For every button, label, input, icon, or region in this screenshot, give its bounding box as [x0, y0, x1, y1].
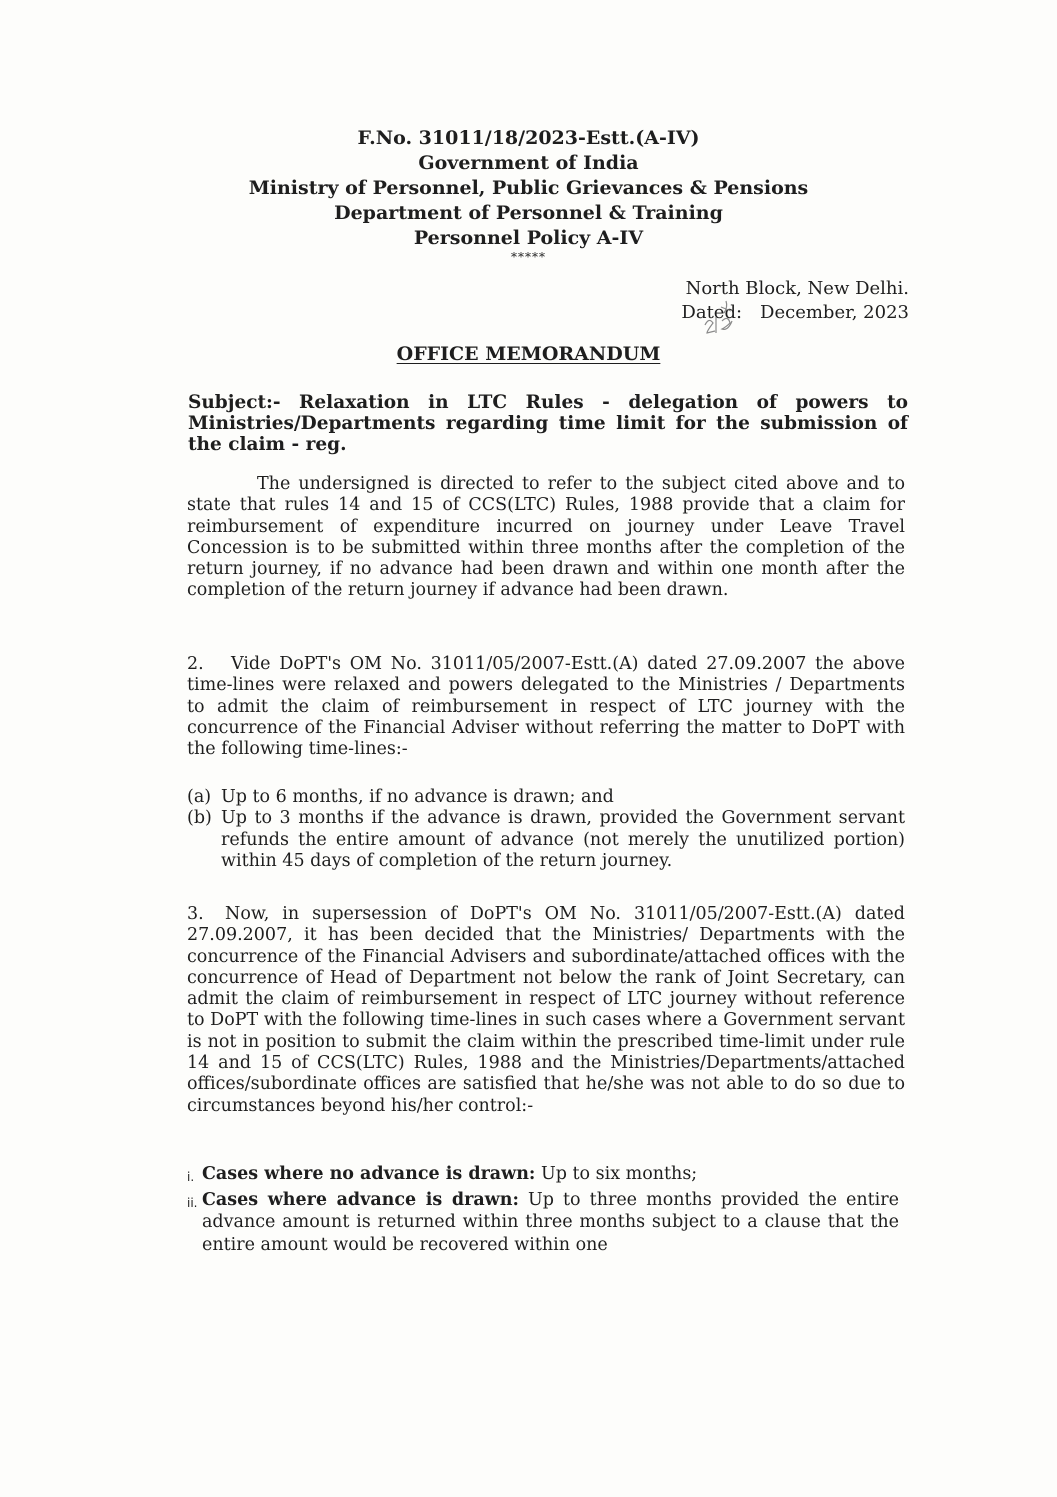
department-line: Department of Personnel & Training [334, 202, 723, 224]
paragraph-text: Now, in supersession of DoPT's OM No. 31011/05/2007-Estt.(A) dated 27.09.2007, it has been decided that the Ministries/ Departments with the concurrence of the Financial Advisers and subordinate/attached offices with the concurrence of Head of Department not below the rank of Joint Secretary, can admit the claim of reimbursement in respect of LTC journey without reference to DoPT with the following time-lines in such cases where a Government servant is not in position to submit the claim within the prescribed time-limit under rule 14 and 15 of CCS(LTC) Rules, 1988 and the Ministries/Departments/attached offices/subordinate offices are satisfied that he/she was not able to do so due to circumstances beyond his/her control:- [187, 904, 905, 1116]
list-heading: Cases where advance is drawn: [202, 1189, 519, 1210]
paragraph-text: Vide DoPT's OM No. 31011/05/2007-Estt.(A) dated 27.09.2007 the above time-lines were relaxed and powers delegated to the Ministries / Departments to admit the claim of reimbursement in respect of LTC journey with the concurrence of the Financial Adviser without referring the matter to DoPT with the following time-lines:- [187, 654, 905, 760]
subject-line: Subject:- Relaxation in LTC Rules - delegation of powers to Ministries/Departments regarding time limit for the submission of the claim - reg. [188, 392, 908, 455]
handwritten-date-signature [697, 295, 741, 337]
paragraph-number: 3. [187, 904, 204, 924]
list-label: i. [187, 1170, 195, 1184]
list-item [187, 808, 905, 872]
letterhead [0, 126, 1057, 263]
separator-stars: ***** [511, 250, 546, 264]
list-item [187, 787, 905, 808]
list-item [187, 1163, 899, 1189]
memo-title: OFFICE MEMORANDUM [396, 343, 661, 365]
list-heading: Cases where no advance is drawn: [202, 1164, 536, 1184]
paragraph-number: 2. [187, 654, 204, 674]
list-item [187, 1189, 899, 1257]
paragraph-2 [187, 654, 905, 760]
roman-list [187, 1163, 899, 1256]
list-text: Up to six months; [540, 1164, 698, 1184]
list-text: Up to 6 months, if no advance is drawn; and [221, 787, 614, 807]
paragraph-3 [187, 904, 905, 1117]
government-line: Government of India [418, 152, 639, 174]
list-label: (a) [187, 787, 212, 807]
list-text: Up to 3 months if the advance is drawn, provided the Government servant refunds the entire amount of advance (not merely the unutilized portion) within 45 days of completion of the return journey. [221, 808, 905, 871]
dated-label: Dated: [681, 302, 743, 323]
ministry-line: Ministry of Personnel, Public Grievances & Pensions [248, 177, 809, 199]
dated-value: December, 2023 [760, 302, 909, 323]
section-line: Personnel Policy A-IV [413, 227, 644, 249]
paragraph-1: The undersigned is directed to refer to the subject cited above and to state that rules 14 and 15 of CCS(LTC) Rules, 1988 provide that a claim for reimbursement of expenditure incurred on journey under Leave Travel Concession is to be submitted within three months after the completion of the return journey, if no advance had been drawn and within one month after the completion of the return journey if advance had been drawn. [187, 474, 905, 601]
list-text: Up to three months provided the entire advance amount is returned within three months subject to a clause that the entire amount would be recovered within one [202, 1189, 899, 1255]
list-label: ii. [187, 1195, 198, 1210]
location-line: North Block, New Delhi. [685, 278, 909, 299]
list-label: (b) [187, 808, 212, 829]
timeline-list [187, 787, 905, 872]
file-number: F.No. 31011/18/2023-Estt.(A-IV) [357, 127, 700, 149]
